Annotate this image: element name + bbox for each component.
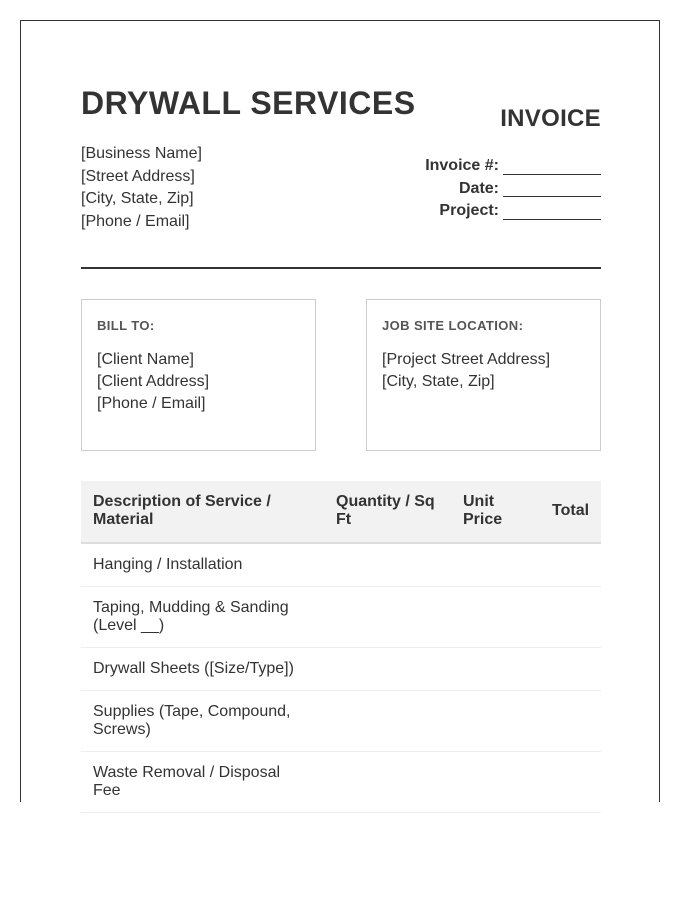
date-blank (503, 180, 601, 197)
business-name: [Business Name] (81, 145, 202, 162)
line-items-table (81, 481, 601, 813)
project-label: Project: (439, 202, 499, 219)
table-row (81, 587, 601, 648)
table-row (81, 752, 601, 813)
job-site-heading: JOB SITE LOCATION: (382, 318, 524, 333)
business-city-state-zip: [City, State, Zip] (81, 190, 194, 207)
table-row (81, 648, 601, 691)
job-site-lines (382, 349, 585, 393)
table-row (81, 691, 601, 752)
row-total (540, 691, 601, 752)
project-row (425, 200, 601, 223)
bill-to-lines (97, 349, 300, 415)
date-label: Date: (458, 179, 499, 197)
client-name: [Client Name] (97, 351, 194, 368)
bill-to-box (81, 299, 316, 451)
row-description: Supplies (Tape, Compound, Screws) (81, 691, 324, 752)
company-title: DRYWALL SERVICES (81, 85, 416, 121)
header-description: Description of Service / Material (81, 481, 324, 543)
business-phone-email: [Phone / Email] (81, 212, 190, 230)
row-unit-price (451, 543, 540, 587)
invoice-number-row (425, 155, 601, 178)
table-header-row (81, 481, 601, 543)
row-total (540, 752, 601, 813)
row-total (540, 543, 601, 587)
bill-to-heading: BILL TO: (97, 318, 155, 333)
date-row (425, 178, 601, 201)
client-address: [Client Address] (97, 373, 210, 390)
project-street-address: [Project Street Address] (382, 351, 551, 368)
row-description: Drywall Sheets ([Size/Type]) (81, 648, 324, 691)
client-phone-email: [Phone / Email] (97, 395, 206, 412)
header-unit-price: Unit Price (451, 481, 540, 543)
row-quantity (324, 691, 451, 752)
row-unit-price (451, 587, 540, 648)
invoice-number-blank (503, 158, 601, 175)
row-unit-price (451, 691, 540, 752)
table-row (81, 543, 601, 587)
project-city-state-zip: [City, State, Zip] (382, 373, 495, 390)
row-total (540, 587, 601, 648)
business-info (81, 143, 202, 233)
invoice-page (20, 20, 660, 802)
row-description: Hanging / Installation (81, 543, 324, 587)
row-total (540, 648, 601, 691)
business-street-address: [Street Address] (81, 167, 195, 185)
row-unit-price (451, 752, 540, 813)
header-divider (81, 267, 601, 269)
row-quantity (324, 648, 451, 691)
header-quantity: Quantity / Sq Ft (324, 481, 451, 543)
header-total: Total (540, 481, 601, 543)
project-blank (503, 203, 601, 220)
document-title: INVOICE (500, 105, 601, 132)
row-quantity (324, 587, 451, 648)
row-quantity (324, 543, 451, 587)
invoice-number-label: Invoice #: (425, 157, 499, 174)
row-description: Taping, Mudding & Sanding (Level __) (81, 587, 324, 648)
job-site-box (366, 299, 601, 451)
row-quantity (324, 752, 451, 813)
row-description: Waste Removal / Disposal Fee (81, 752, 324, 813)
invoice-meta (425, 155, 601, 223)
row-unit-price (451, 648, 540, 691)
